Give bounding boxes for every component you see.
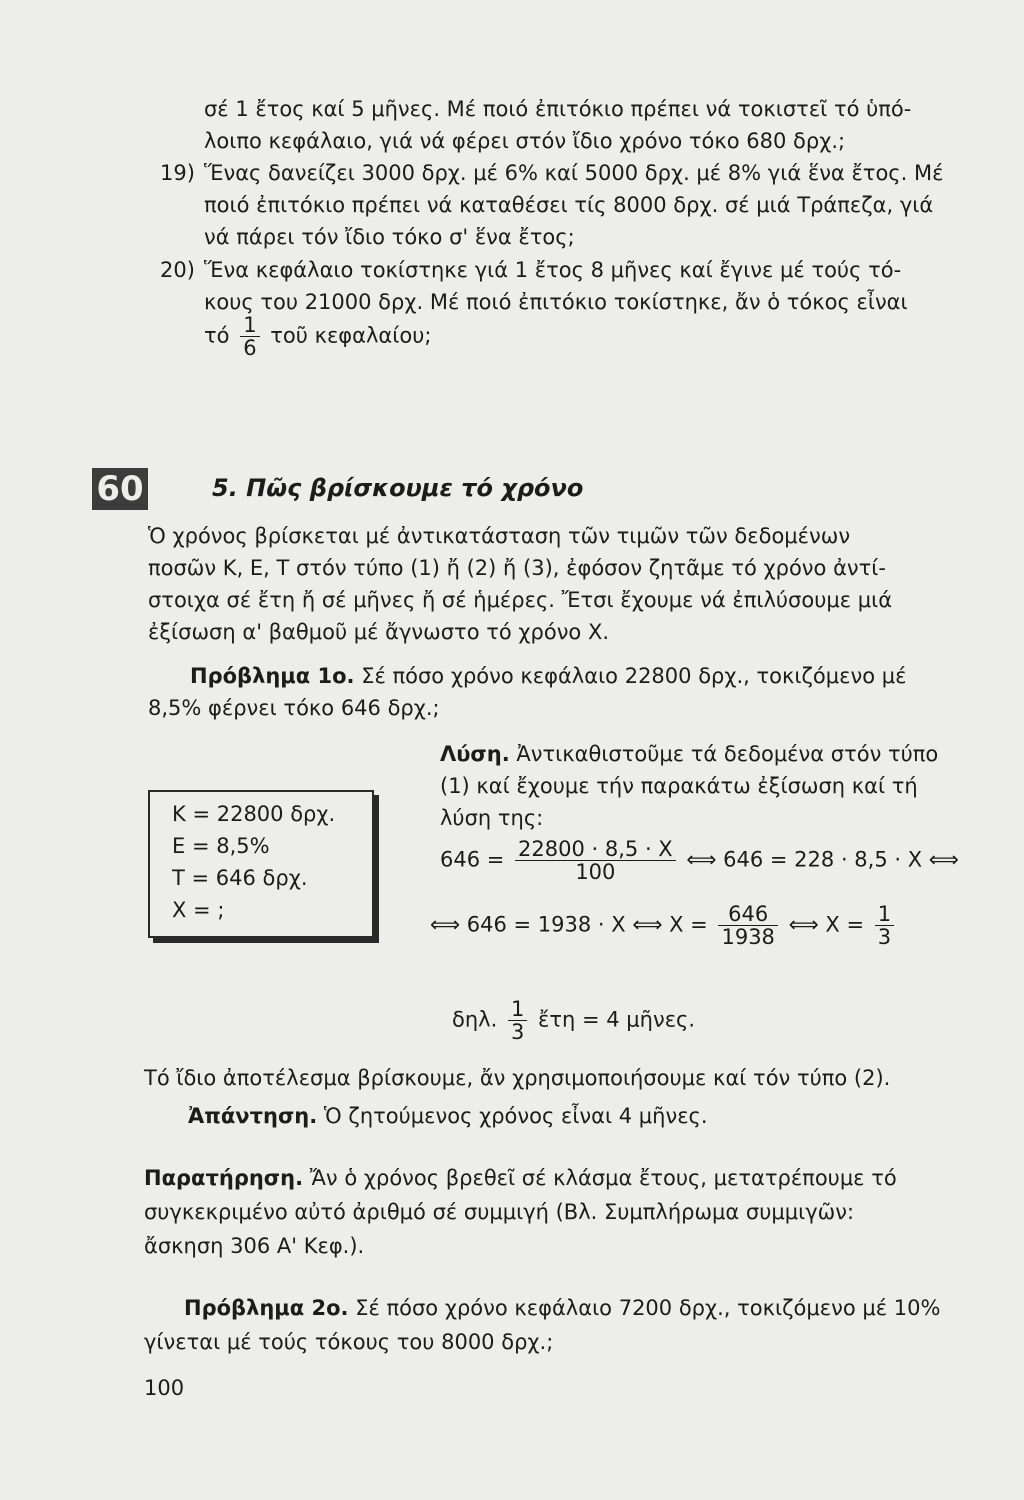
result-suffix: ἔτη = 4 μῆνες. bbox=[538, 1007, 696, 1032]
equation-2-fraction-1 bbox=[718, 903, 777, 948]
intro-line-2: ποσῶν Κ, Ε, Τ στόν τύπο (1) ἤ (2) ἤ (3), ἐφόσον ζητᾶμε τό χρόνο ἀντί- bbox=[148, 556, 886, 580]
remark-line-2: συγκεκριμένο αὐτό ἀριθμό σέ συμμιγή (Βλ. Συμπλήρωμα συμμιγῶν: bbox=[144, 1200, 855, 1224]
intro-line-3: στοιχα σέ ἔτη ἤ σέ μῆνες ἤ σέ ἡμέρες. Ἔτσι ἔχουμε νά ἐπιλύσουμε μιά bbox=[148, 588, 893, 612]
given-unknown: Χ = ; bbox=[172, 898, 225, 922]
problem-1-text-1: Σέ πόσο χρόνο κεφάλαιο 22800 δρχ., τοκιζόμενο μέ bbox=[361, 664, 907, 688]
solution-line-1 bbox=[440, 742, 938, 767]
exercise-18-line-1: σέ 1 ἔτος καί 5 μῆνες. Μέ ποιό ἐπιτόκιο πρέπει νά τοκιστεῖ τό ὑπό- bbox=[204, 97, 912, 121]
exercise-20-line-2: κους του 21000 δρχ. Μέ ποιό ἐπιτόκιο τοκίστηκε, ἄν ὁ τόκος εἶναι bbox=[204, 290, 908, 314]
equation-2-denominator-2: 3 bbox=[875, 925, 894, 948]
remark-label: Παρατήρηση. bbox=[144, 1166, 304, 1190]
equation-1 bbox=[440, 838, 959, 883]
problem-2-text-1: Σέ πόσο χρόνο κεφάλαιο 7200 δρχ., τοκιζόμενο μέ 10% bbox=[355, 1296, 941, 1320]
fraction-one-sixth bbox=[240, 314, 259, 359]
solution-label: Λύση. bbox=[440, 742, 510, 766]
exercise-20-number: 20) bbox=[160, 258, 195, 282]
exercise-20-prefix: τό bbox=[204, 323, 230, 348]
solution-line-2: (1) καί ἔχουμε τήν παρακάτω ἐξίσωση καί τή bbox=[440, 774, 918, 798]
given-data-box bbox=[148, 790, 374, 938]
section-title: 5. Πῶς βρίσκουμε τό χρόνο bbox=[212, 474, 584, 502]
result-denominator: 3 bbox=[508, 1020, 527, 1043]
equation-2-part-a: ⟺ 646 = 1938 · Χ ⟺ Χ = bbox=[430, 912, 708, 937]
page-number: 100 bbox=[144, 1376, 185, 1400]
solution-line-3: λύση της: bbox=[440, 806, 544, 830]
result-numerator: 1 bbox=[510, 997, 525, 1021]
exercise-18-line-2: λοιπο κεφάλαιο, γιά νά φέρει στόν ἴδιο χρόνο τόκο 680 δρχ.; bbox=[204, 129, 846, 153]
problem-1-line-2: 8,5% φέρνει τόκο 646 δρχ.; bbox=[148, 696, 440, 720]
problem-2-line-1 bbox=[184, 1296, 940, 1321]
result-line bbox=[452, 998, 695, 1043]
equation-2-part-b: ⟺ Χ = bbox=[788, 912, 865, 937]
problem-2-line-2: γίνεται μέ τούς τόκους του 8000 δρχ.; bbox=[144, 1330, 554, 1354]
fraction-denominator: 6 bbox=[240, 336, 259, 359]
answer-line bbox=[188, 1104, 708, 1129]
equation-1-lhs: 646 = bbox=[440, 847, 505, 872]
equation-1-numerator: 22800 · 8,5 · Χ bbox=[518, 837, 673, 861]
intro-line-4: ἐξίσωση α' βαθμοῦ μέ ἄγνωστο τό χρόνο Χ. bbox=[148, 620, 610, 644]
answer-label: Ἀπάντηση. bbox=[188, 1104, 318, 1128]
equation-1-rhs: ⟺ 646 = 228 · 8,5 · Χ ⟺ bbox=[686, 847, 959, 872]
exercise-19-line-2: ποιό ἐπιτόκιο πρέπει νά καταθέσει τίς 8000 δρχ. σέ μιά Τράπεζα, γιά bbox=[204, 193, 934, 217]
equation-2 bbox=[430, 903, 898, 948]
equation-1-fraction bbox=[515, 838, 676, 883]
exercise-19-line-1: Ἕνας δανείζει 3000 δρχ. μέ 6% καί 5000 δρχ. μέ 8% γιά ἕνα ἔτος. Μέ bbox=[204, 161, 944, 185]
exercise-19-number: 19) bbox=[160, 161, 195, 185]
fraction-numerator: 1 bbox=[243, 313, 257, 337]
result-fraction bbox=[508, 998, 527, 1043]
equation-2-fraction-2 bbox=[875, 903, 894, 948]
given-rate: Ε = 8,5% bbox=[172, 834, 270, 858]
intro-line-1: Ὁ χρόνος βρίσκεται μέ ἀντικατάσταση τῶν τιμῶν τῶν δεδομένων bbox=[148, 524, 851, 548]
result-prefix: δηλ. bbox=[452, 1007, 498, 1032]
solution-text-1: Ἀντικαθιστοῦμε τά δεδομένα στόν τύπο bbox=[516, 742, 939, 766]
given-interest: Τ = 646 δρχ. bbox=[172, 866, 308, 890]
problem-1-label: Πρόβλημα 1ο. bbox=[190, 664, 355, 688]
remark-line-3: ἄσκηση 306 Α' Κεφ.). bbox=[144, 1234, 365, 1258]
exercise-20-suffix: τοῦ κεφαλαίου; bbox=[270, 323, 432, 348]
equation-2-numerator-2: 1 bbox=[877, 902, 892, 926]
section-badge: 60 bbox=[92, 468, 148, 510]
exercise-19-line-3: νά πάρει τόν ἴδιο τόκο σ' ἕνα ἔτος; bbox=[204, 225, 575, 249]
same-result-line: Τό ἴδιο ἀποτέλεσμα βρίσκουμε, ἄν χρησιμοποιήσουμε καί τόν τύπο (2). bbox=[144, 1066, 891, 1090]
problem-1-line-1 bbox=[190, 664, 906, 689]
equation-1-denominator: 100 bbox=[515, 860, 676, 883]
given-capital: Κ = 22800 δρχ. bbox=[172, 802, 336, 826]
exercise-20-line-3 bbox=[204, 314, 431, 359]
answer-text: Ὁ ζητούμενος χρόνος εἶναι 4 μῆνες. bbox=[323, 1104, 708, 1128]
exercise-20-line-1: Ἕνα κεφάλαιο τοκίστηκε γιά 1 ἔτος 8 μῆνες καί ἔγινε μέ τούς τό- bbox=[204, 258, 902, 282]
problem-2-label: Πρόβλημα 2ο. bbox=[184, 1296, 349, 1320]
equation-2-numerator-1: 646 bbox=[728, 902, 769, 926]
equation-2-denominator-1: 1938 bbox=[718, 925, 777, 948]
remark-text-1: Ἄν ὁ χρόνος βρεθεῖ σέ κλάσμα ἔτους, μετατρέπουμε τό bbox=[309, 1166, 897, 1190]
remark-line-1 bbox=[144, 1166, 897, 1191]
